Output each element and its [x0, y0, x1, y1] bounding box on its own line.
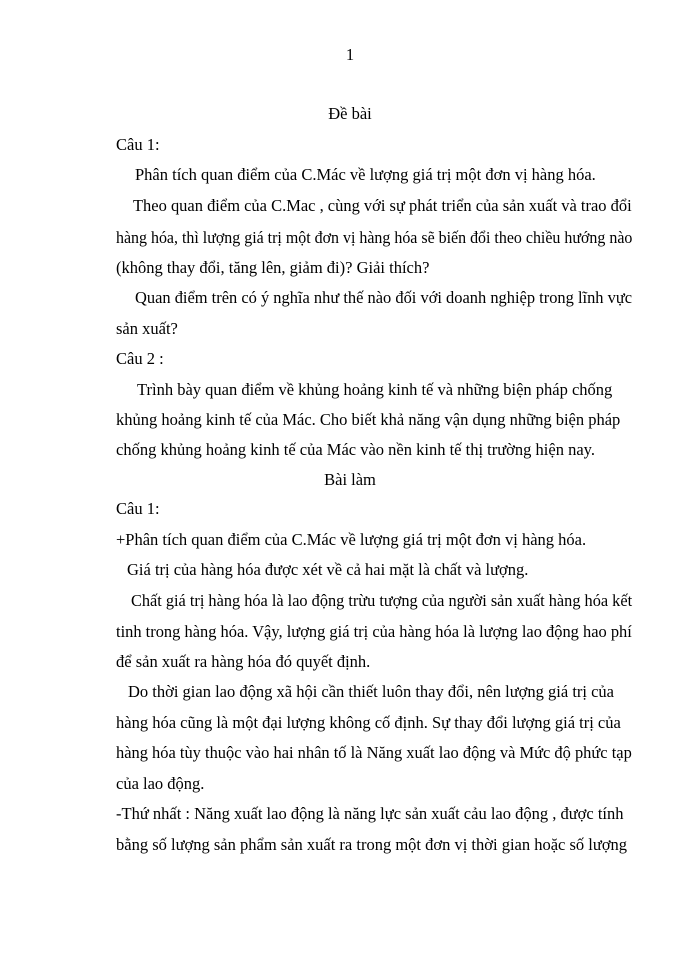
answer-line: để sản xuất ra hàng hóa đó quyết định. — [116, 652, 371, 671]
question-1-line: Theo quan điểm của C.Mac , cùng với sự phát triển của sản xuất và trao đổi — [133, 196, 632, 215]
answer-line: tinh trong hàng hóa. Vậy, lượng giá trị của hàng hóa là lượng lao động hao phí — [116, 622, 632, 641]
answer-line: của lao động. — [116, 774, 205, 793]
question-2-label: Câu 2 : — [116, 349, 164, 368]
question-2-line: chống khủng hoảng kinh tế của Mác vào nền kinh tế thị trường hiện nay. — [116, 440, 595, 459]
question-1-line: Phân tích quan điểm của C.Mác về lượng giá trị một đơn vị hàng hóa. — [135, 165, 596, 184]
answer-heading: Bài làm — [324, 470, 376, 489]
answer-line: hàng hóa cũng là một đại lượng không cố định. Sự thay đổi lượng giá trị của — [116, 713, 621, 732]
answer-line: Chất giá trị hàng hóa là lao động trừu tượng của người sản xuất hàng hóa kết — [131, 591, 633, 610]
question-1-line: hàng hóa, thì lượng giá trị một đơn vị hàng hóa sẽ biến đổi theo chiều hướng nào — [116, 228, 633, 247]
question-2-line: khủng hoảng kinh tế của Mác. Cho biết khả năng vận dụng những biện pháp — [116, 410, 621, 429]
page-number: 1 — [345, 45, 355, 64]
question-1-line: Quan điểm trên có ý nghĩa như thế nào đối với doanh nghiệp trong lĩnh vực — [135, 288, 633, 307]
question-1-line: (không thay đổi, tăng lên, giảm đi)? Giải thích? — [116, 258, 430, 277]
question-1-line: sản xuất? — [116, 319, 178, 338]
question-1-label: Câu 1: — [116, 135, 160, 154]
answer-line: bằng số lượng sản phẩm sản xuất ra trong một đơn vị thời gian hoặc số lượng — [116, 835, 628, 854]
assignment-heading: Đề bài — [328, 104, 372, 123]
question-2-line: Trình bày quan điểm về khủng hoảng kinh tế và những biện pháp chống — [137, 380, 613, 399]
answer-line: Do thời gian lao động xã hội cần thiết luôn thay đổi, nên lượng giá trị của — [128, 682, 615, 701]
answer-line: -Thứ nhất : Năng xuất lao động là năng lực sản xuất cảu lao động , được tính — [116, 804, 624, 823]
answer-label: Câu 1: — [116, 499, 160, 518]
answer-line: hàng hóa tùy thuộc vào hai nhân tố là Năng xuất lao động và Mức độ phức tạp — [116, 743, 632, 762]
answer-line: +Phân tích quan điểm của C.Mác về lượng giá trị một đơn vị hàng hóa. — [116, 530, 587, 549]
answer-line: Giá trị của hàng hóa được xét về cả hai mặt là chất và lượng. — [127, 560, 529, 579]
